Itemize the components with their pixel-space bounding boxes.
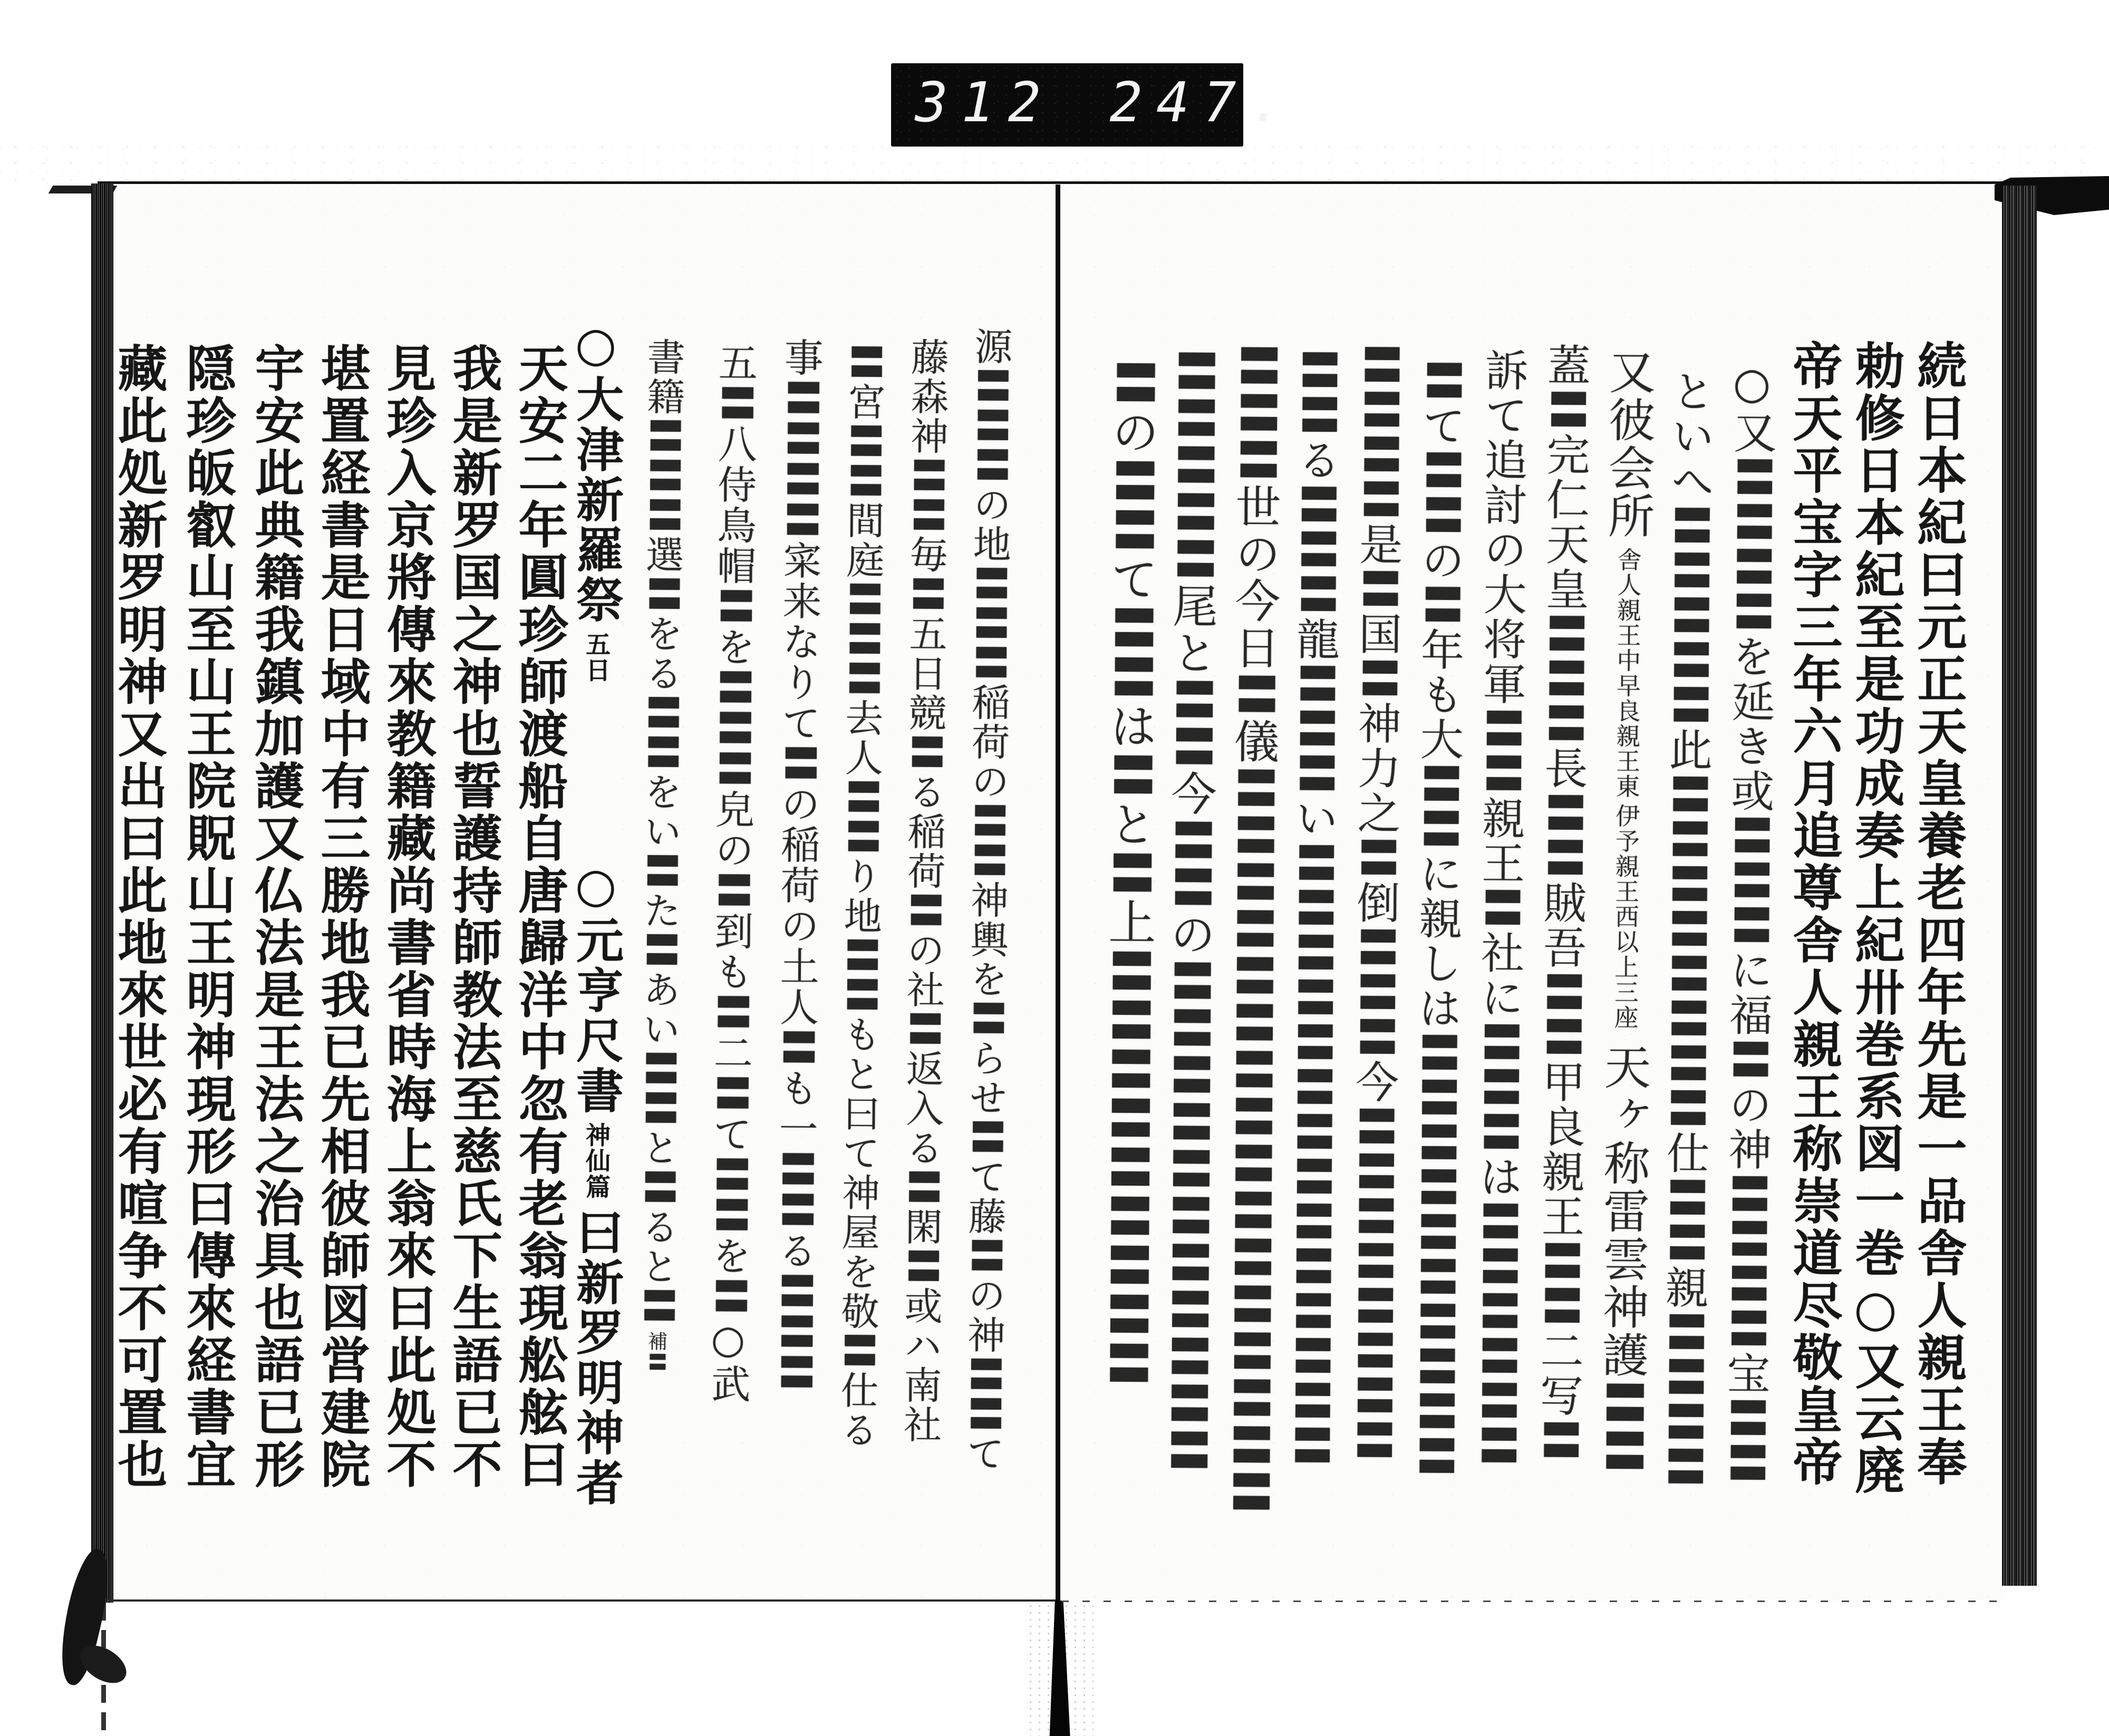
annotation-run: 伊予親王西以上三座 [1610, 803, 1640, 1030]
text-run: ○又〓〓〓〓を延き或〓〓〓に福〓の神〓〓〓〓宝〓〓 [1719, 358, 1777, 1486]
manuscript-column [378, 343, 436, 1491]
manuscript-column [960, 326, 1013, 1474]
text-run: ○大津新羅祭 [568, 316, 624, 625]
text-run: 〓〓る〓〓〓龍〓〓〓い〓〓〓〓〓〓〓〓〓〓〓〓〓〓 [1283, 347, 1342, 1469]
manuscript-column [312, 343, 370, 1491]
text-run: 〓〓〓〓是〓国〓神力之〓倒〓〓〓今〓〓〓〓〓〓〓〓 [1346, 342, 1404, 1463]
text-run: 事〓〓〓〓寀来なりて〓の稲荷の土人〓も一〓〓る〓〓〓 [771, 337, 824, 1393]
text-run: といへ〓〓〓〓〓此〓〓〓〓〓〓〓〓仕〓〓親〓〓〓〓 [1657, 368, 1715, 1490]
counter-right-digits: 247. [1103, 70, 1303, 134]
text-run: 藏此処新罗明神又出曰此地來世必有喧争不可置也 [109, 343, 167, 1491]
text-run: 五〓八侍鳥帽〓を〓〓〓皃の〓到も〓二〓て〓〓を〓○武 [704, 342, 758, 1405]
manuscript-column [897, 337, 950, 1445]
manuscript-column [444, 343, 502, 1491]
counter-left-digits: 312 [908, 70, 1061, 134]
manuscript-column [834, 342, 886, 1450]
annotation-run: 舎人親王中早良親王東 [1612, 547, 1642, 799]
text-run: 見珍入京將傳來教籍藏尚書省時海上翁來曰此処不 [378, 343, 436, 1491]
text-run: 〓の〓〓て〓〓は〓と〓上〓〓〓〓〓〓〓〓〓 [1097, 358, 1159, 1389]
text-run: 天安二年圓珍師渡船自唐歸洋中忽有老翁現舩舷曰 [510, 343, 568, 1491]
text-run: 〓〓〓〓〓尾と〓〓今〓〓の〓〓〓〓〓〓〓〓〓〓〓 [1158, 347, 1220, 1475]
manuscript-column [109, 343, 167, 1491]
annotation-run: 五日 [582, 632, 611, 683]
text-run: 隠珍皈叡山至山王院貺山王明神現形曰傳來経書宜 [178, 343, 236, 1491]
manuscript-column [634, 337, 685, 1373]
manuscript-column [246, 343, 304, 1491]
text-run: 宇安此典籍我鎮加護又仏法是王法之治具也語已形 [246, 343, 304, 1491]
manuscript-column [771, 337, 824, 1393]
text-run: 又彼会所 [1600, 347, 1657, 540]
text-run: 〓宮〓〓間庭〓〓〓去人〓〓り地〓〓もと曰て神屋を敬〓仕る [834, 342, 886, 1450]
text-run: 天ヶ称雷雲神護〓〓 [1594, 1043, 1652, 1476]
manuscript-column [510, 343, 568, 1491]
text-run: 訴て追討の大将軍〓〓親王〓社に〓〓〓は〓〓〓〓〓〓 [1470, 347, 1528, 1469]
text-run: 堪置経書是日域中有三勝地我已先相彼師図営建院 [312, 343, 370, 1491]
annotation-run: 神仙篇 [582, 1122, 611, 1200]
annotation-run: 補〓 [644, 1331, 668, 1373]
text-run: 蓋〓完仁天皇〓〓〓長〓〓賊吾〓〓甲良親王〓〓二写〓 [1532, 342, 1591, 1463]
manuscript-column [704, 342, 758, 1405]
manuscript-column [178, 343, 236, 1491]
text-run: 源〓〓〓の地〓〓〓稲荷の〓〓神輿を〓らせ〓て藤〓の神〓〓て [960, 326, 1013, 1474]
text-run: 帝天平宝字三年六月追尊舎人親王称崇道尽敬皇帝 [1784, 340, 1842, 1488]
text-run: 藤森神〓〓毎〓五日競〓る稲荷〓の社〓返入る〓閑〓或ハ南社 [897, 337, 950, 1445]
text-run: 曰新罗明神者 [568, 1208, 624, 1509]
text-run: 我是新罗国之神也誓護持師教法至慈氏下生語已不 [444, 343, 502, 1491]
text-run: 書籍〓〓〓選〓をる〓〓をい〓た〓あい〓〓と〓ると〓 [634, 337, 685, 1326]
manuscript-column [568, 316, 624, 1509]
text-run: ○元亨尺書 [568, 857, 624, 1116]
text-run: 続日本紀曰元正天皇養老四年先是一品舎人親王奉 [1909, 340, 1967, 1488]
text-run: 勅修日本紀至是功成奏上紀卅巻系図一巻○又云廃 [1846, 340, 1904, 1497]
text-run: 〓〓〓世の今日〓儀〓〓〓〓〓〓〓〓〓〓〓〓〓〓〓〓 [1221, 342, 1282, 1516]
text-run: 〓て〓〓の〓年も大〓〓に親しは〓〓〓〓〓〓〓〓〓〓 [1408, 358, 1466, 1479]
